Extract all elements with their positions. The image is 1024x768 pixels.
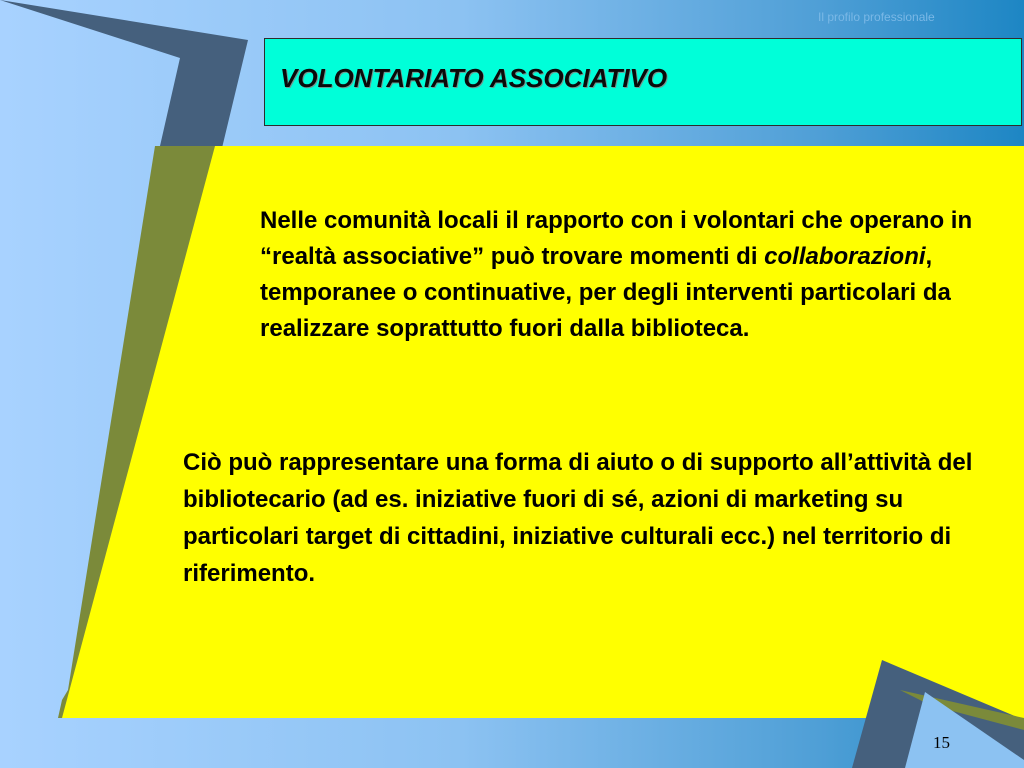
paragraph-2: Ciò può rappresentare una forma di aiuto o di supporto all’attività del bibliotecario (ad es. iniziative fuori di sé, azioni di marketing su particolari target di cittadini, iniziative culturali ecc.) nel territorio di riferimento. — [183, 449, 973, 587]
paragraph-1-text-end: , temporanee o continuative, per degli interventi particolari da realizzare soprattutto fuori dalla biblioteca. — [260, 243, 951, 342]
page-number: 15 — [933, 733, 950, 752]
title-box — [264, 38, 1022, 126]
header-label: Il profilo professionale — [818, 10, 935, 24]
top-left-triangle — [0, 0, 248, 148]
paragraph-1-italic: collaborazioni — [764, 243, 926, 270]
paragraph-1 — [260, 203, 980, 347]
slide-title: VOLONTARIATO ASSOCIATIVO — [280, 63, 668, 93]
paragraph-1-text: Nelle comunità locali il rapporto con i volontari che operano in “realtà associative” può trovare momenti di — [260, 207, 973, 270]
